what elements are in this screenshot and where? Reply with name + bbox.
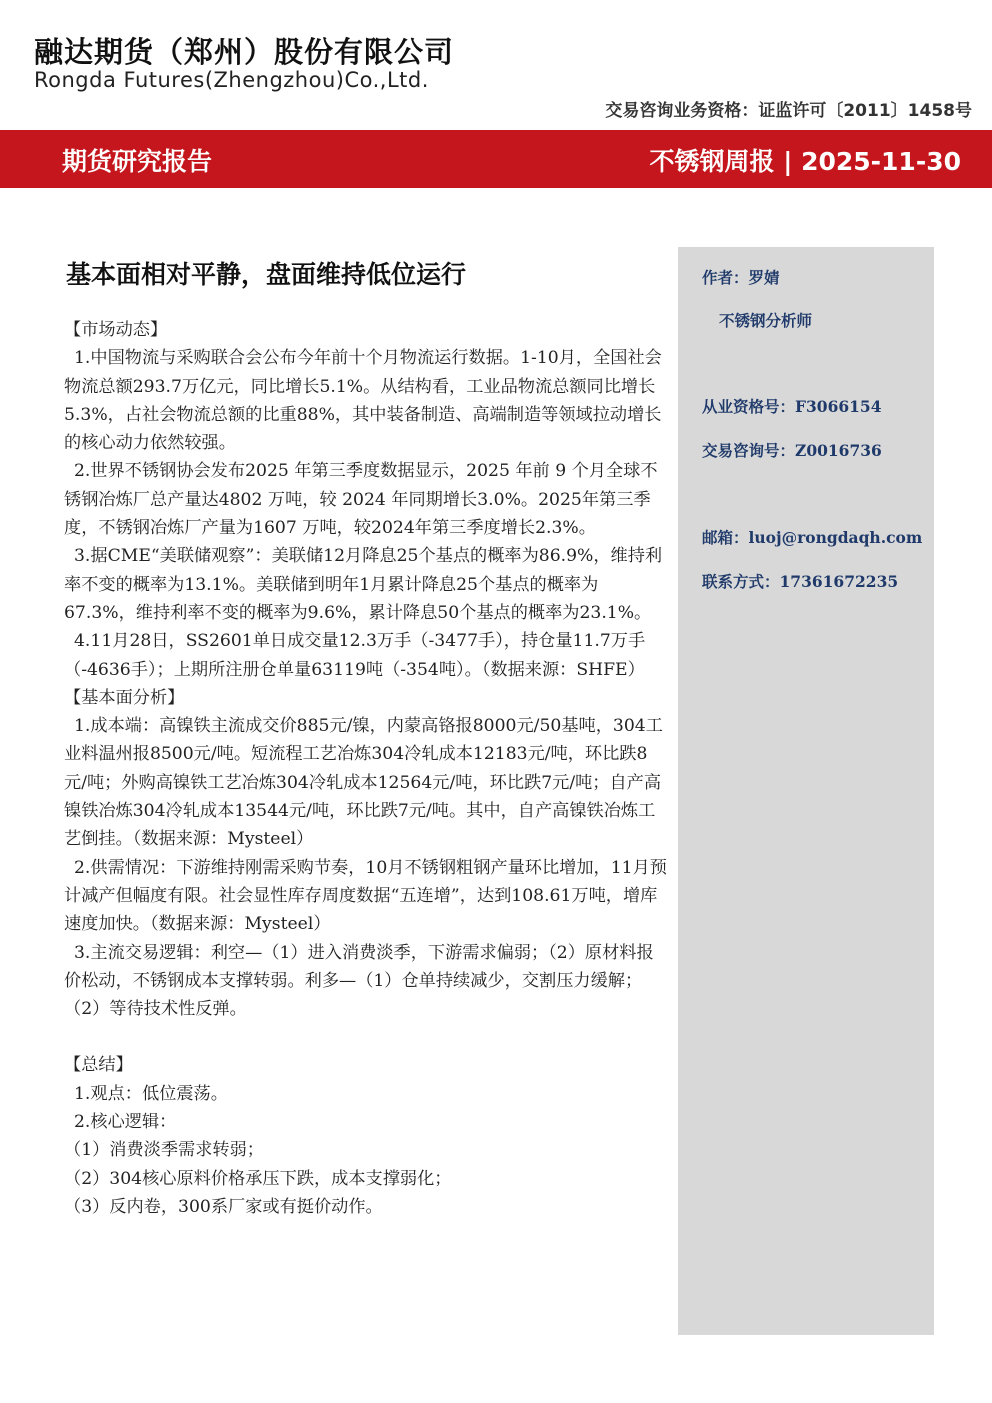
market-item-3: 3.据CME“美联储观察”：美联储12月降息25个基点的概率为86.9%，维持利率不变的概率为13.1%。美联储到明年1月累计降息25个基点的概率为67.3%，维持利率不变的概率为9.6%，累计降息50个基点的概率为23.1%。 (64, 546, 663, 623)
fundamental-item-3: 3.主流交易逻辑：利空—（1）进入消费淡季，下游需求偏弱；（2）原材料报价松动，不锈钢成本支撑转弱。利多—（1）仓单持续减少，交割压力缓解；（2）等待技术性反弹。 (64, 942, 654, 1020)
report-type: 期货研究报告 (62, 147, 213, 176)
author-sidebar (678, 247, 934, 1335)
fundamental-item-1: 1.成本端：高镍铁主流成交价885元/镍，内蒙高铬报8000元/50基吨，304工业料温州报8500元/吨。短流程工艺冶炼304冷轧成本12183元/吨，环比跌8元/吨；外购高镍铁工艺冶炼304冷轧成本12564元/吨，环比跌7元/吨；自产高镍铁冶炼304冷轧成本13544元/吨，环比跌7元/吨。其中，自产高镍铁冶炼工艺倒挂。（数据来源：Mysteel） (64, 716, 663, 850)
author-role: 不锈钢分析师 (719, 311, 813, 330)
summary-item-1: 1.观点：低位震荡。 (74, 1083, 228, 1104)
summary-sub-item-1: （1）消费淡季需求转弱； (64, 1140, 264, 1161)
author-name: 作者：罗婧 (702, 268, 780, 287)
consult-number: 交易咨询号：Z0016736 (702, 441, 882, 460)
summary-item-2: 2.核心逻辑： (74, 1112, 177, 1133)
summary-sub-item-3: （3）反内卷，300系厂家或有挺价动作。 (64, 1196, 383, 1217)
market-item-2: 2.世界不锈钢协会发布2025 年第三季度数据显示，2025 年前 9 个月全球不锈钢冶炼厂总产量达4802 万吨，较 2024 年同期增长3.0%。2025年第三季度，不锈钢冶炼厂产量为1607 万吨，较2024年第三季度增长2.3%。 (64, 461, 658, 539)
market-item-4: 4.11月28日，SS2601单日成交量12.3万手（-3477手），持仓量11.7万手（-4636手）；上期所注册仓单量63119吨（-354吨）。（数据来源：SHFE） (64, 631, 646, 680)
market-item-1: 1.中国物流与采购联合会公布今年前十个月物流运行数据。1-10月，全国社会物流总额293.7万亿元，同比增长5.1%。从结构看，工业品物流总额同比增长5.3%，占社会物流总额的比重88%，其中装备制造、高端制造等领域拉动增长的核心动力依然较强。 (64, 348, 662, 454)
license-statement: 交易咨询业务资格：证监许可〔2011〕1458号 (605, 101, 972, 121)
author-phone: 联系方式：17361672235 (702, 572, 899, 591)
report-body (64, 316, 668, 1221)
report-series-date: 不锈钢周报 | 2025-11-30 (649, 147, 961, 176)
report-banner (0, 130, 992, 188)
qualification-number: 从业资格号：F3066154 (702, 397, 882, 416)
summary-sub-item-2: （2）304核心原料价格承压下跌，成本支撑弱化； (64, 1168, 452, 1189)
section-heading-market: 【市场动态】 (64, 320, 168, 340)
fundamental-item-2: 2.供需情况：下游维持刚需采购节奏，10月不锈钢粗钢产量环比增加，11月预计减产但幅度有限。社会显性库存周度数据“五连增”，达到108.61万吨，增库速度加快。（数据来源：Mysteel） (64, 857, 667, 935)
report-title: 基本面相对平静，盘面维持低位运行 (66, 260, 467, 289)
section-heading-summary: 【总结】 (64, 1055, 133, 1076)
section-heading-fundamental: 【基本面分析】 (64, 687, 185, 708)
section-spacer (64, 1023, 668, 1051)
author-email[interactable]: 邮箱：luoj@rongdaqh.com (702, 528, 923, 547)
company-name-cn: 融达期货（郑州）股份有限公司 (34, 35, 455, 69)
company-name-en: Rongda Futures(Zhengzhou)Co.,Ltd. (34, 68, 429, 92)
